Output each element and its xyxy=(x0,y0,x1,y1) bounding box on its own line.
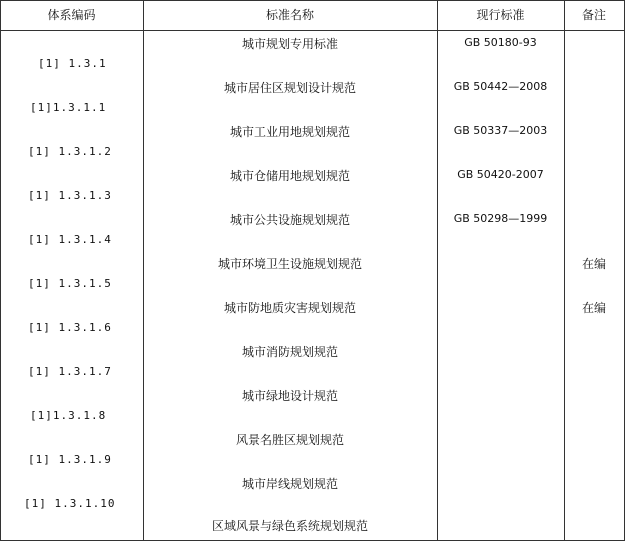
row-code: [1] 1.3.1.4 xyxy=(28,233,112,246)
row-name: 城市岸线规划规范 xyxy=(241,477,338,491)
row-current: GB 50298—1999 xyxy=(453,212,548,225)
row-code: [1]1.3.1.1 xyxy=(30,101,107,114)
row-code: [1]1.3.1.8 xyxy=(30,409,107,422)
row-code: [1] 1.3.1.5 xyxy=(28,277,112,290)
row-note: 在编 xyxy=(581,257,606,271)
header-current: 现行标准 xyxy=(476,8,525,22)
row-name: 城市公共设施规划规范 xyxy=(229,213,350,227)
row-name: 城市环境卫生设施规划规范 xyxy=(217,257,362,271)
header-bottom-border xyxy=(0,30,625,31)
row-current: GB 50337—2003 xyxy=(453,124,548,137)
row-name: 城市绿地设计规范 xyxy=(241,389,338,403)
row-name: 城市居住区规划设计规范 xyxy=(223,81,356,95)
row-code: [1] 1.3.1.10 xyxy=(24,497,116,510)
row-name: 区域风景与绿色系统规划规范 xyxy=(211,519,368,533)
row-code: [1] 1.3.1 xyxy=(38,57,107,70)
header-note: 备注 xyxy=(581,8,606,22)
row-current: GB 50442—2008 xyxy=(453,80,548,93)
row-name: 城市仓储用地规划规范 xyxy=(229,169,350,183)
row-code: [1] 1.3.1.3 xyxy=(28,189,112,202)
row-name: 城市消防规划规范 xyxy=(241,345,338,359)
row-note: 在编 xyxy=(581,301,606,315)
row-current: GB 50180-93 xyxy=(464,36,537,49)
row-name: 城市规划专用标准 xyxy=(241,37,338,51)
col-border-left xyxy=(0,0,1,541)
row-name: 城市防地质灾害规划规范 xyxy=(223,301,356,315)
row-name: 风景名胜区规划规范 xyxy=(235,433,344,447)
row-code: [1] 1.3.1.6 xyxy=(28,321,112,334)
row-code: [1] 1.3.1.2 xyxy=(28,145,112,158)
row-code: [1] 1.3.1.9 xyxy=(28,453,112,466)
row-code: [1] 1.3.1.7 xyxy=(28,365,112,378)
row-name: 城市工业用地规划规范 xyxy=(229,125,350,139)
header-name: 标准名称 xyxy=(265,8,314,22)
header-code: 体系编码 xyxy=(47,8,96,22)
row-current: GB 50420-2007 xyxy=(457,168,544,181)
